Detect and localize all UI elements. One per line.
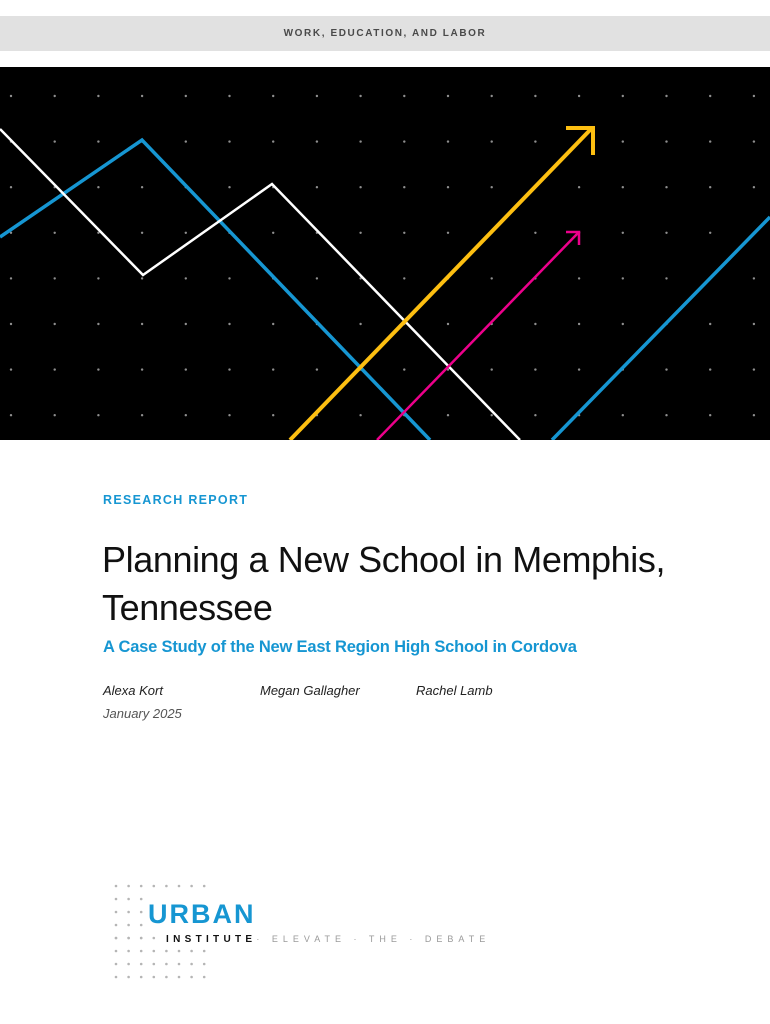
grid-dot (709, 186, 711, 188)
grid-dot (228, 414, 230, 416)
grid-dot (228, 95, 230, 97)
logo-dot (165, 950, 168, 953)
author-name: Rachel Lamb (416, 683, 493, 698)
cover-graphic-svg (0, 67, 770, 440)
grid-dot (141, 186, 143, 188)
logo-dot (140, 976, 143, 979)
grid-dot (447, 140, 449, 142)
grid-dot (141, 277, 143, 279)
logo-tagline: · ELEVATE · THE · DEBATE (256, 934, 491, 944)
logo-subline (166, 932, 490, 946)
grid-dot (709, 140, 711, 142)
grid-dot (447, 414, 449, 416)
grid-dot (753, 140, 755, 142)
grid-dot (10, 323, 12, 325)
grid-dot (403, 95, 405, 97)
logo-dot (115, 950, 118, 953)
grid-dot (622, 95, 624, 97)
logo-dot (178, 885, 181, 888)
logo-dot (127, 885, 130, 888)
grid-dot (97, 95, 99, 97)
grid-dot (578, 323, 580, 325)
grid-dot (10, 368, 12, 370)
grid-dot (622, 277, 624, 279)
logo-dot (190, 885, 193, 888)
grid-dot (54, 414, 56, 416)
blue-trend-line-right (552, 217, 770, 440)
grid-dot (141, 95, 143, 97)
logo-dot (203, 950, 206, 953)
logo-wordmark: URBAN (148, 899, 256, 929)
dot-grid (10, 95, 755, 417)
grid-dot (622, 323, 624, 325)
logo-dot (203, 885, 206, 888)
grid-dot (272, 323, 274, 325)
grid-dot (97, 414, 99, 416)
grid-dot (534, 323, 536, 325)
logo-dot (127, 937, 130, 940)
grid-dot (10, 186, 12, 188)
grid-dot (753, 323, 755, 325)
yellow-arrow-line (290, 128, 592, 440)
grid-dot (753, 414, 755, 416)
grid-dot (578, 186, 580, 188)
magenta-arrow-line (377, 233, 578, 440)
grid-dot (185, 277, 187, 279)
grid-dot (622, 414, 624, 416)
grid-dot (578, 277, 580, 279)
grid-dot (185, 140, 187, 142)
logo-dot (153, 885, 156, 888)
grid-dot (491, 95, 493, 97)
grid-dot (97, 140, 99, 142)
logo-dot (140, 963, 143, 966)
grid-dot (272, 95, 274, 97)
grid-dot (54, 232, 56, 234)
grid-dot (622, 140, 624, 142)
grid-dot (403, 232, 405, 234)
logo-dot (127, 963, 130, 966)
grid-dot (97, 277, 99, 279)
publication-date: January 2025 (103, 706, 182, 721)
grid-dot (665, 277, 667, 279)
logo-dot (140, 911, 143, 914)
logo-dot (140, 924, 143, 927)
grid-dot (10, 95, 12, 97)
grid-dot (534, 368, 536, 370)
grid-dot (272, 140, 274, 142)
author-name: Megan Gallagher (260, 683, 360, 698)
logo-dot (115, 885, 118, 888)
logo-dot (153, 963, 156, 966)
logo-dot (153, 937, 156, 940)
logo-dot (140, 898, 143, 901)
grid-dot (185, 232, 187, 234)
grid-dot (97, 323, 99, 325)
grid-dot (753, 186, 755, 188)
grid-dot (185, 323, 187, 325)
report-subtitle: A Case Study of the New East Region High School in Cordova (103, 638, 577, 656)
grid-dot (272, 368, 274, 370)
grid-dot (228, 368, 230, 370)
grid-dot (54, 140, 56, 142)
logo-dot (115, 924, 118, 927)
logo-dot (127, 911, 130, 914)
grid-dot (316, 95, 318, 97)
topic-label: WORK, EDUCATION, AND LABOR (283, 28, 487, 39)
logo-dot (153, 976, 156, 979)
grid-dot (141, 414, 143, 416)
grid-dot (272, 414, 274, 416)
logo-dot (115, 976, 118, 979)
grid-dot (753, 277, 755, 279)
grid-dot (491, 277, 493, 279)
grid-dot (578, 95, 580, 97)
grid-dot (622, 232, 624, 234)
logo-dot (140, 950, 143, 953)
grid-dot (359, 232, 361, 234)
grid-dot (447, 186, 449, 188)
logo-dot (127, 898, 130, 901)
grid-dot (228, 323, 230, 325)
grid-dot (403, 277, 405, 279)
logo-dot (165, 976, 168, 979)
logo-dot (127, 924, 130, 927)
grid-dot (709, 414, 711, 416)
grid-dot (185, 95, 187, 97)
logo-dot (190, 950, 193, 953)
grid-dot (578, 368, 580, 370)
author-name: Alexa Kort (103, 683, 163, 698)
grid-dot (97, 186, 99, 188)
grid-dot (316, 368, 318, 370)
grid-dot (622, 186, 624, 188)
grid-dot (141, 368, 143, 370)
grid-dot (709, 323, 711, 325)
grid-dot (10, 414, 12, 416)
grid-dot (141, 232, 143, 234)
grid-dot (753, 368, 755, 370)
logo-dot (178, 950, 181, 953)
grid-dot (403, 186, 405, 188)
logo-dot (203, 976, 206, 979)
grid-dot (665, 95, 667, 97)
logo-dot (115, 937, 118, 940)
grid-dot (709, 95, 711, 97)
logo-dot (165, 885, 168, 888)
grid-dot (447, 323, 449, 325)
grid-dot (316, 140, 318, 142)
grid-dot (534, 232, 536, 234)
grid-dot (359, 186, 361, 188)
grid-dot (316, 277, 318, 279)
grid-dot (447, 95, 449, 97)
grid-dot (403, 368, 405, 370)
grid-dot (10, 277, 12, 279)
blue-trend-line (0, 140, 430, 440)
logo-dot (127, 950, 130, 953)
grid-dot (665, 414, 667, 416)
logo-dot (115, 911, 118, 914)
grid-dot (185, 414, 187, 416)
grid-dot (491, 368, 493, 370)
topic-band (0, 16, 770, 51)
report-type-label: RESEARCH REPORT (103, 493, 249, 507)
logo-dot (153, 950, 156, 953)
grid-dot (709, 368, 711, 370)
grid-dot (534, 414, 536, 416)
grid-dot (359, 323, 361, 325)
grid-dot (54, 95, 56, 97)
logo-dot (190, 976, 193, 979)
grid-dot (54, 323, 56, 325)
logo-dot (140, 937, 143, 940)
urban-institute-logo (110, 880, 530, 985)
grid-dot (491, 140, 493, 142)
grid-dot (359, 140, 361, 142)
logo-dot (178, 963, 181, 966)
grid-dot (753, 95, 755, 97)
grid-dot (54, 277, 56, 279)
grid-dot (709, 232, 711, 234)
logo-dot (178, 976, 181, 979)
grid-dot (359, 95, 361, 97)
logo-dot (190, 963, 193, 966)
grid-dot (228, 186, 230, 188)
cover-graphic (0, 67, 770, 440)
logo-dot (115, 898, 118, 901)
grid-dot (272, 232, 274, 234)
grid-dot (491, 186, 493, 188)
grid-dot (97, 368, 99, 370)
logo-dot (165, 963, 168, 966)
grid-dot (359, 414, 361, 416)
grid-dot (316, 186, 318, 188)
logo-institute: INSTITUTE (166, 934, 257, 945)
grid-dot (141, 323, 143, 325)
grid-dot (665, 368, 667, 370)
grid-dot (228, 277, 230, 279)
grid-dot (665, 140, 667, 142)
grid-dot (447, 232, 449, 234)
grid-dot (665, 232, 667, 234)
grid-dot (228, 140, 230, 142)
grid-dot (403, 140, 405, 142)
grid-dot (185, 368, 187, 370)
grid-dot (491, 414, 493, 416)
grid-dot (665, 186, 667, 188)
report-title: Planning a New School in Memphis, Tennessee (102, 539, 666, 628)
grid-dot (54, 368, 56, 370)
logo-dot (203, 963, 206, 966)
logo-dot (127, 976, 130, 979)
grid-dot (534, 140, 536, 142)
logo-dot (115, 963, 118, 966)
logo-dot (140, 885, 143, 888)
grid-dot (534, 95, 536, 97)
